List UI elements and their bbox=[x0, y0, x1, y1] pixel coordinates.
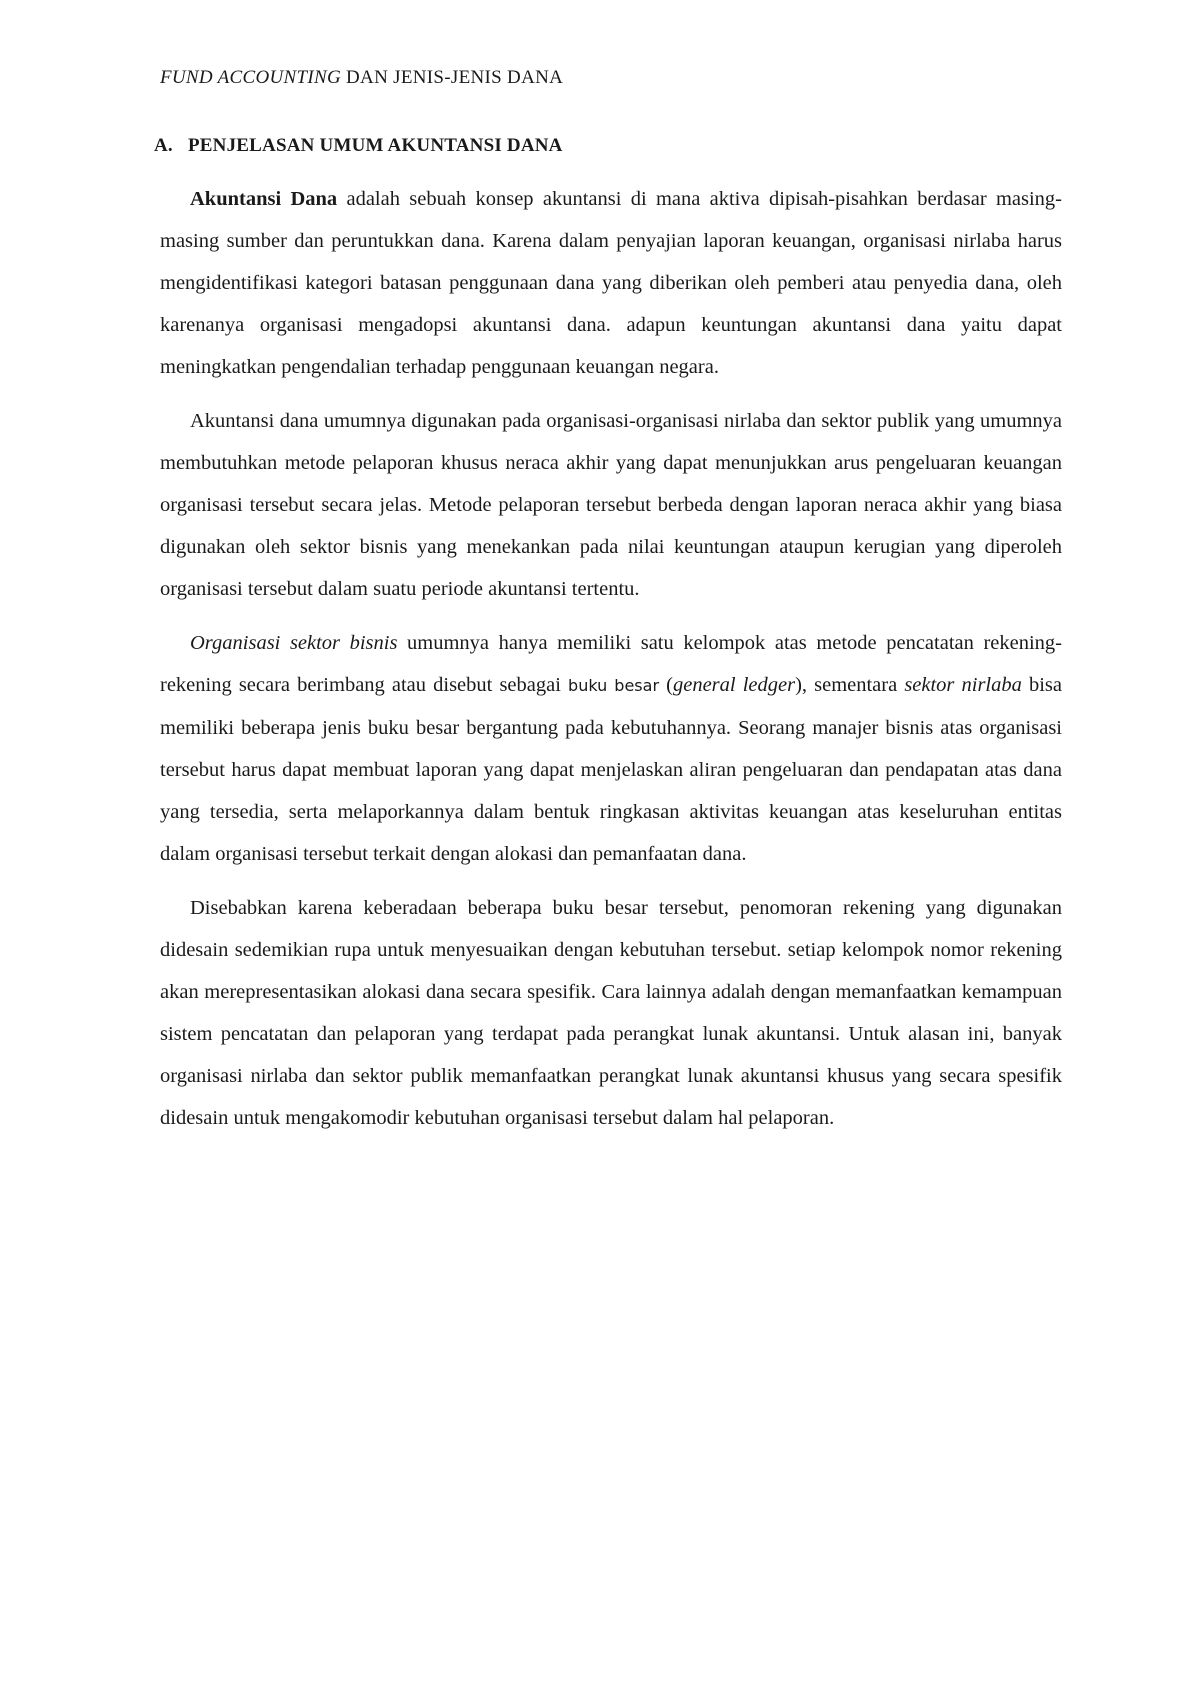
paragraph-3-text-b: ( bbox=[659, 674, 673, 696]
paragraph-2 bbox=[160, 400, 1062, 610]
paragraph-1-text: adalah sebuah konsep akuntansi di mana aktiva dipisah-pisahkan berdasar masing-masing sumber dan peruntukkan dana. Karena dalam penyajian laporan keuangan, organisasi nirlaba harus mengidentifikasi kategori batasan penggunaan dana yang diberikan oleh pemberi atau penyedia dana, oleh karenanya organisasi mengadopsi akuntansi dana. adapun keuntungan akuntansi dana yaitu dapat meningkatkan pengendalian terhadap penggunaan keuangan negara. bbox=[160, 188, 1062, 378]
section-heading-text: PENJELASAN UMUM AKUNTANSI DANA bbox=[188, 135, 563, 156]
paragraph-1 bbox=[160, 178, 1062, 388]
paragraph-3-text-d: bisa memiliki beberapa jenis buku besar bergantung pada kebutuhannya. Seorang manajer bisnis atas organisasi tersebut harus dapat membuat laporan yang dapat menjelaskan aliran pengeluaran dan pendapatan atas dana yang tersedia, serta melaporkannya dalam bentuk ringkasan aktivitas keuangan atas keseluruhan entitas dalam organisasi tersebut terkait dengan alokasi dan pemanfaatan dana. bbox=[160, 674, 1063, 865]
paragraph-4 bbox=[160, 887, 1062, 1139]
paragraph-4-text: Disebabkan karena keberadaan beberapa buku besar tersebut, penomoran rekening yang digunakan didesain sedemikian rupa untuk menyesuaikan dengan kebutuhan tersebut. setiap kelompok nomor rekening akan merepresentasikan alokasi dana secara spesifik. Cara lainnya adalah dengan memanfaatkan kemampuan sistem pencatatan dan pelaporan yang terdapat pada perangkat lunak akuntansi. Untuk alasan ini, banyak organisasi nirlaba dan sektor publik memanfaatkan perangkat lunak akuntansi khusus yang secara spesifik didesain untuk mengakomodir kebutuhan organisasi tersebut dalam hal pelaporan. bbox=[160, 897, 1062, 1129]
paragraph-3-text-a: umumnya hanya memiliki satu kelompok atas metode pencatatan rekening-rekening secara berimbang atau disebut sebagai bbox=[160, 632, 1062, 696]
section-heading bbox=[154, 132, 1062, 160]
paragraph-3-italic-start: Organisasi sektor bisnis bbox=[190, 632, 398, 654]
document-page bbox=[154, 64, 1063, 1151]
paragraph-3-italic-term: general ledger bbox=[672, 674, 796, 696]
paragraph-3-sans-term: buku besar bbox=[568, 676, 660, 695]
document-title-rest: DAN JENIS-JENIS DANA bbox=[340, 67, 564, 88]
paragraph-3 bbox=[160, 622, 1062, 875]
paragraph-1-bold-term: Akuntansi Dana bbox=[190, 188, 338, 210]
paragraph-2-text: Akuntansi dana umumnya digunakan pada organisasi-organisasi nirlaba dan sektor publik yang umumnya membutuhkan metode pelaporan khusus neraca akhir yang dapat menunjukkan arus pengeluaran keuangan organisasi tersebut secara jelas. Metode pelaporan tersebut berbeda dengan laporan neraca akhir yang biasa digunakan oleh sektor bisnis yang menekankan pada nilai keuntungan ataupun kerugian yang diperoleh organisasi tersebut dalam suatu periode akuntansi tertentu. bbox=[160, 410, 1062, 600]
section-letter: A. bbox=[154, 135, 173, 156]
paragraph-3-text-c: ), sementara bbox=[795, 674, 905, 696]
document-title-italic: FUND ACCOUNTING bbox=[160, 67, 341, 88]
paragraph-3-italic-term2: sektor nirlaba bbox=[904, 674, 1022, 696]
document-title bbox=[160, 64, 1062, 92]
